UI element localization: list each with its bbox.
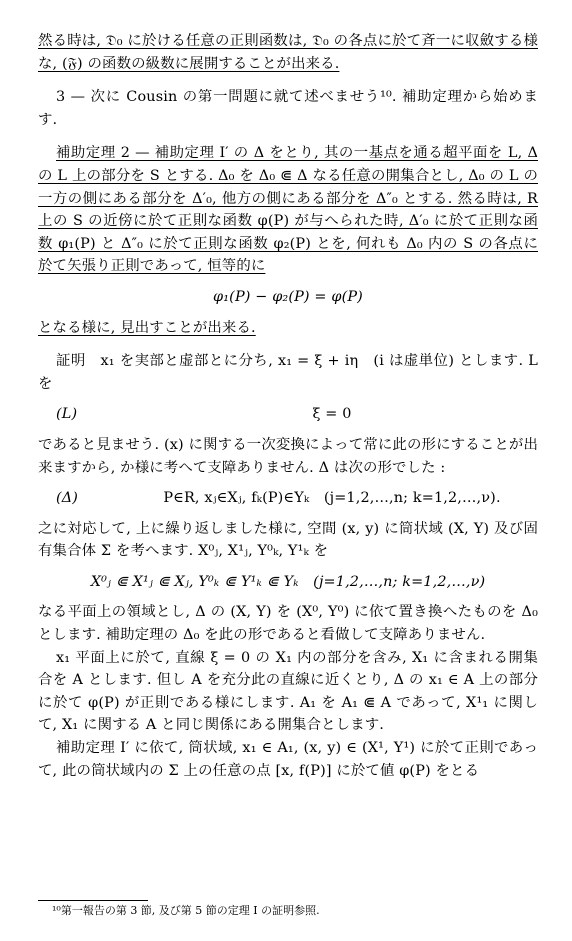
theorem-continuation: 然る時は, 𝔇₀ に於ける任意の正則函数は, 𝔇₀ の各点に於て斉一に収斂する様な, (𝔉) の函数の級数に展開することが出来る.: [38, 33, 538, 72]
proof-para-4: なる平面上の領域とし, Δ の (X, Y) を (X⁰, Y⁰) に依て置き換へたものを Δ₀ とします. 補助定理の Δ₀ を此の形であると看做して支障ありません.: [38, 604, 538, 644]
proof-para-5: x₁ 平面上に於て, 直線 ξ = 0 の X₁ 内の部分を含み, X₁ に含まれる開集合を A とします. 但し A を充分此の直線に近くとり, Δ の x₁ ∈ A 上の部分に於て φ(P) が正則である様にします. A₁ を A₁ ⋐ A であって, X¹₁ に関して, X₁ に関する A と同じ関係にある開集合とします.: [38, 649, 538, 734]
footnote-rule: [38, 900, 148, 901]
equation-L: [38, 403, 538, 426]
paper-body: [38, 30, 538, 782]
equation-phi: φ₁(P) − φ₂(P) = φ(P): [213, 288, 363, 305]
proof-para-3: 之に対応して, 上に繰り返しました様に, 空間 (x, y) に筒状域 (X, Y) 及び固有集合体 Σ を考へます. X⁰ⱼ, X¹ⱼ, Y⁰ₖ, Y¹ₖ を: [38, 520, 538, 560]
equation-delta: [38, 487, 538, 510]
proof-para-6: 補助定理 I′ に依て, 筒状域, x₁ ∈ A₁, (x, y) ∈ (X¹, Y¹) に於て正則であって, 此の筒状域内の Σ 上の任意の点 [x, f(P)] に於て値 φ(P) をとる: [38, 740, 538, 779]
equation-L-label: (L): [56, 406, 78, 423]
equation-domains: X⁰ⱼ ⋐ X¹ⱼ ⋐ Xⱼ, Y⁰ₖ ⋐ Y¹ₖ ⋐ Yₖ (j=1,2,…,n; k=1,2,…,ν): [90, 573, 486, 590]
equation-delta-body: P∈R, xⱼ∈Xⱼ, fₖ(P)∈Yₖ (j=1,2,…,n; k=1,2,…,ν).: [163, 490, 501, 507]
lemma-2-conclusion: となる様に, 見出すことが出来る.: [38, 319, 256, 336]
equation-L-body: ξ = 0: [312, 406, 352, 423]
proof-para-2: であると見ませう. (x) に関する一次変換によって常に此の形にすることが出来ますから, か様に考へて支障ありません. Δ は次の形でした :: [38, 436, 538, 476]
footnote-10: ¹⁰第一報告の第 3 節, 及び第 5 節の定理 I の証明参照.: [52, 904, 320, 917]
section-3-intro: 3 — 次に Cousin の第一問題に就て述べませう¹⁰. 補助定理から始めます.: [38, 89, 538, 128]
lemma-2-statement: 補助定理 2 — 補助定理 I′ の Δ をとり, 其の一基点を通る超平面を L, Δ の L 上の部分を S とする. Δ₀ を Δ₀ ⋐ Δ なる任意の開集合とし, Δ₀ の L の一方の側にある部分を Δ′₀, 他方の側にある部分を Δ″₀ とする. 然る時は, R 上の S の近傍に於て正則な函数 φ(P) が与へられた時, Δ′₀ に於て正則な函数 φ₁(P) と Δ″₀ に於て正則な函数 φ₂(P) とを, 何れも Δ₀ 内の S の各点に於て矢張り正則であって, 恒等的に: [38, 145, 538, 275]
equation-delta-label: (Δ): [56, 490, 79, 507]
proof-start: 証明 x₁ を実部と虚部とに分ち, x₁ = ξ + iη (i は虚単位) とします. L を: [38, 353, 538, 392]
